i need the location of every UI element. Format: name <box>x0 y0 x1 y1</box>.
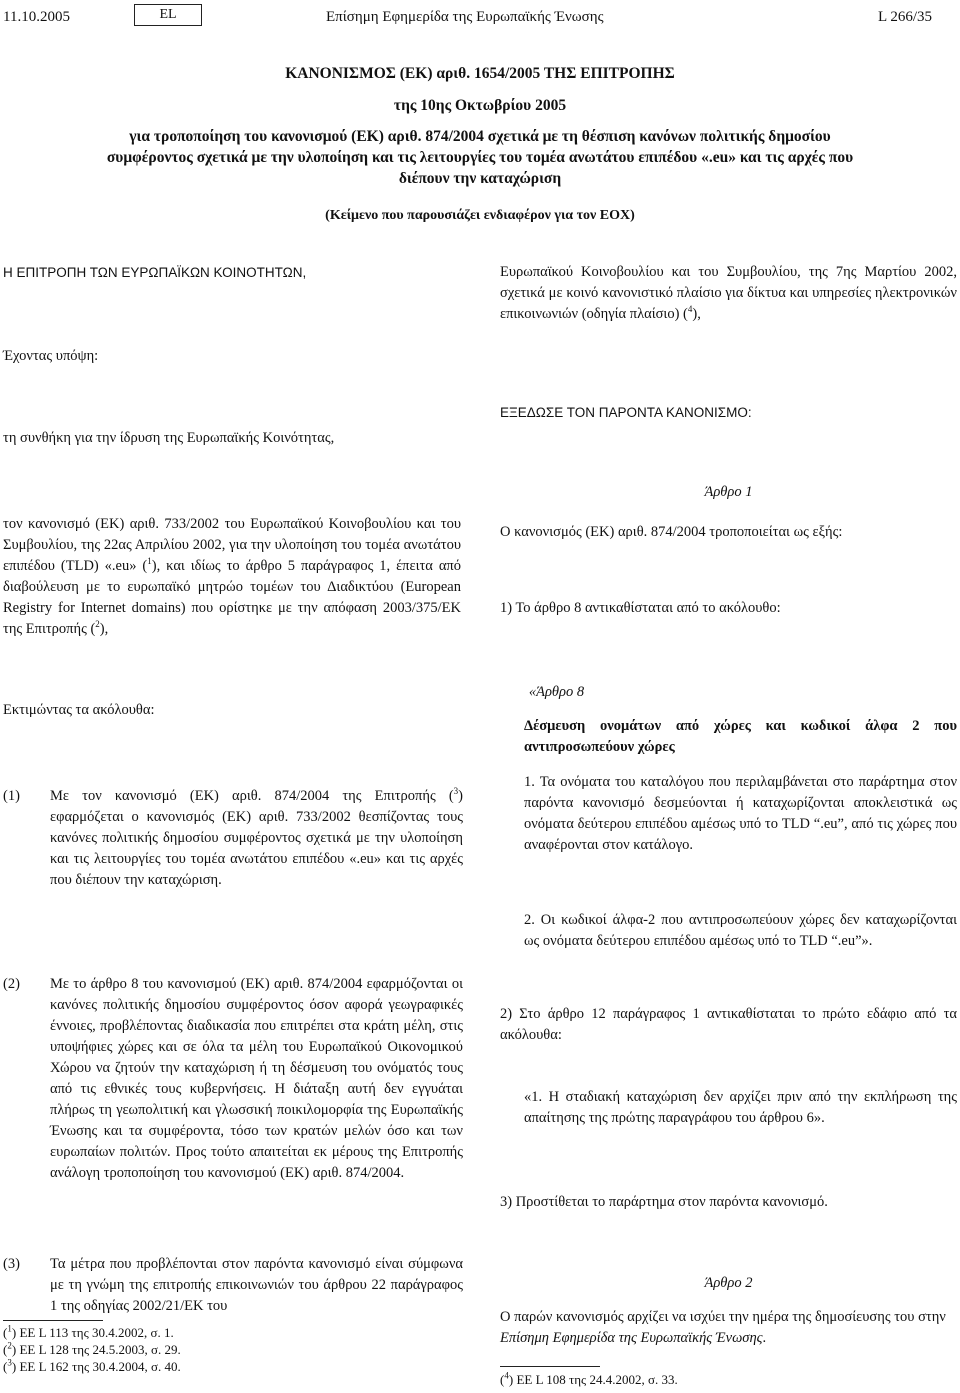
footnote-divider <box>500 1366 600 1367</box>
regulation-subject: για τροποποίηση του κανονισμού (ΕΚ) αριθ. 874/2004 σχετικά με τη θέσπιση κανόνων πολιτικής δημοσίου συμφέροντος σχετικά με την υλοποίηση και τις λειτουργίες του τομέα ανωτάτου επιπέδου «.eu» και τις αρχές που διέπουν την καταχώριση <box>106 128 854 187</box>
article-8-title: «Άρθρο 8 <box>528 684 585 700</box>
adopted-statement: ΕΞΕΔΩΣΕ ΤΟΝ ΠΑΡΟΝΤΑ ΚΑΝΟΝΙΣΜΟ: <box>500 405 752 420</box>
article-1-title: Άρθρο 1 <box>704 484 753 500</box>
whereas-heading: Εκτιμώντας τα ακόλουθα: <box>3 702 155 718</box>
page-header <box>0 4 960 30</box>
footnote-ref: 2 <box>95 619 100 630</box>
having-regard: Έχοντας υπόψη: <box>3 348 99 364</box>
official-journal-name: Επίσημη Εφημερίδα της Ευρωπαϊκής Ένωσης <box>500 1330 763 1346</box>
footnote-4: ($^4$) ΕΕ L 108 της 24.4.2002, σ. 33. <box>500 1370 678 1387</box>
recital-3-continued: Ευρωπαϊκού Κοινοβουλίου και του Συμβουλίου, της 7ης Μαρτίου 2002, σχετικά με κοινό κανονιστικό πλαίσιο για δίκτυα και υπηρεσίες ηλεκτρονικών επικοινωνιών (οδηγία πλαίσιο) ($^4$), <box>500 264 957 322</box>
footnote-ref: 3 <box>453 786 459 797</box>
recital-number: (3) <box>3 1256 20 1272</box>
page-reference: L 266/35 <box>878 9 933 25</box>
regulation-date: της 10ης Οκτωβρίου 2005 <box>393 97 567 114</box>
footnote-3: ($^3$) ΕΕ L 162 της 30.4.2004, σ. 40. <box>3 1357 181 1374</box>
article-1-item-2-quote: «1. Η σταδιακή καταχώριση δεν αρχίζει πριν από την εκπλήρωση της απαίτησης της πρώτης παραγράφου του άρθρου 6». <box>524 1089 957 1126</box>
recital-3: (3) Τα μέτρα που προβλέπονται στον παρόντα κανονισμό είναι σύμφωνα με τη γνώμη της επιτροπής επικοινωνιών του άρθρου 22 παράγραφος 1 της οδηγίας 2002/21/ΕΚ του <box>3 1256 463 1314</box>
article-8-paragraph-1: 1. Τα ονόματα του καταλόγου που περιλαμβάνεται στο παράρτημα στον παρόντα κανονισμό δεσμεύονται ή καταχωρίζονται αποκλειστικά ως ονόματα δεύτερου επιπέδου αμέσως υπό το TLD “.eu”, από τις χώρες που αναφέρονται στον κατάλογο. <box>524 774 957 853</box>
article-1-intro: Ο κανονισμός (ΕΚ) αριθ. 874/2004 τροποποιείται ως εξής: <box>500 524 843 540</box>
citation-regulation-733: τον κανονισμό (ΕΚ) αριθ. 733/2002 του Ευρωπαϊκού Κοινοβουλίου και του Συμβουλίου, της 22ας Απριλίου 2002, για την υλοποίηση του τομέα ανωτάτου επιπέδου (TLD) «.eu» ($^1$), και ιδίως το άρθρο 5 παράγραφος 1, έπειτα από διαβούλευση με το ευρωπαϊκό μητρώο τομέων του Διαδικτύου (European Registry for Internet domains) που ορίστηκε με την απόφαση 2003/375/ΕΚ της Επιτροπής ($^2$), <box>3 516 461 637</box>
header-date: 11.10.2005 <box>3 9 70 25</box>
article-2-text: Ο παρών κανονισμός αρχίζει να ισχύει την ημέρα της δημοσίευσης του στην Επίσημη Εφημερίδα της Ευρωπαϊκής Ένωσης. <box>500 1309 946 1346</box>
recital-2: (2) Με το άρθρο 8 του κανονισμού (ΕΚ) αριθ. 874/2004 εφαρμόζονται οι κανόνες πολιτικής δημοσίου συμφέροντος όσον αφορά γεωγραφικές έννοιες, προβλέποντας διαδικασία που επιτρέπει στα κράτη μέλη, στις υποψήφιες χώρες και σε όλα τα μέλη του Ευρωπαϊκού Οικονομικού Χώρου να ζητούν την καταχώριση ή τη δέσμευση του ονόματός τους από τις εθνικές τους κυβερνήσεις. Η διάταξη αυτή δεν εγγυάται πλήρως τη γεωπολιτική και γλωσσική ποικιλομορφία της Ευρωπαϊκής Ένωσης και τα συμφέροντα, τόσο των κρατών μελών όσο και των ευρωπαίων πολιτών. Προς τούτο απαιτείται εκ μέρους της Επιτροπής ανάλογη τροποποίηση του κανονισμού (ΕΚ) αριθ. 874/2004. <box>3 976 463 1181</box>
journal-title: Επίσημη Εφημερίδα της Ευρωπαϊκής Ένωσης <box>326 9 604 25</box>
article-8-paragraph-2: 2. Οι κωδικοί άλφα-2 που αντιπροσωπεύουν χώρες δεν καταχωρίζονται ως ονόματα δεύτερου επιπέδου αμέσως υπό το TLD “.eu”». <box>524 912 957 949</box>
recital-number: (2) <box>3 976 20 992</box>
footnote-ref: 1 <box>147 556 152 567</box>
article-1-item-3: 3) Προστίθεται το παράρτημα στον παρόντα κανονισμό. <box>500 1194 828 1210</box>
regulation-title: ΚΑΝΟΝΙΣΜΟΣ (ΕΚ) αριθ. 1654/2005 ΤΗΣ ΕΠΙΤΡΟΠΗΣ <box>285 65 675 82</box>
recital-1: (1) Με τον κανονισμό (ΕΚ) αριθ. 874/2004 της Επιτροπής ($^3$) εφαρμόζεται ο κανονισμός (ΕΚ) αριθ. 733/2002 θεσπίζοντας τους κανόνες πολιτικής δημοσίου συμφέροντος σχετικά με την υλοποίηση και τις λειτουργίες του τομέα ανωτάτου επιπέδου «.eu» και τις αρχές που διέπουν την καταχώριση. <box>3 786 463 888</box>
eea-relevance: (Κείμενο που παρουσιάζει ενδιαφέρον για τον ΕΟΧ) <box>325 208 635 223</box>
footnote-ref: 4 <box>687 304 693 315</box>
article-2-title: Άρθρο 2 <box>704 1275 753 1291</box>
article-1-item-1: 1) Το άρθρο 8 αντικαθίσταται από το ακόλουθο: <box>500 600 781 616</box>
commission-preamble: Η ΕΠΙΤΡΟΠΗ ΤΩΝ ΕΥΡΩΠΑΪΚΩΝ ΚΟΙΝΟΤΗΤΩΝ, <box>3 265 307 280</box>
language-badge: EL <box>134 4 202 26</box>
citation-treaty: τη συνθήκη για την ίδρυση της Ευρωπαϊκής Κοινότητας, <box>3 430 335 446</box>
article-1-item-2: 2) Στο άρθρο 12 παράγραφος 1 αντικαθίσταται το πρώτο εδάφιο από τα ακόλουθα: <box>500 1006 957 1043</box>
article-8-heading: Δέσμευση ονομάτων από χώρες και κωδικοί άλφα 2 που αντιπροσωπεύουν χώρες <box>524 718 957 755</box>
footnote-1: ($^1$) ΕΕ L 113 της 30.4.2002, σ. 1. <box>3 1323 174 1340</box>
footnote-divider <box>3 1320 103 1321</box>
footnote-2: ($^2$) ΕΕ L 128 της 24.5.2003, σ. 29. <box>3 1340 181 1357</box>
recital-number: (1) <box>3 788 20 804</box>
footnotes-left <box>3 1324 303 1375</box>
